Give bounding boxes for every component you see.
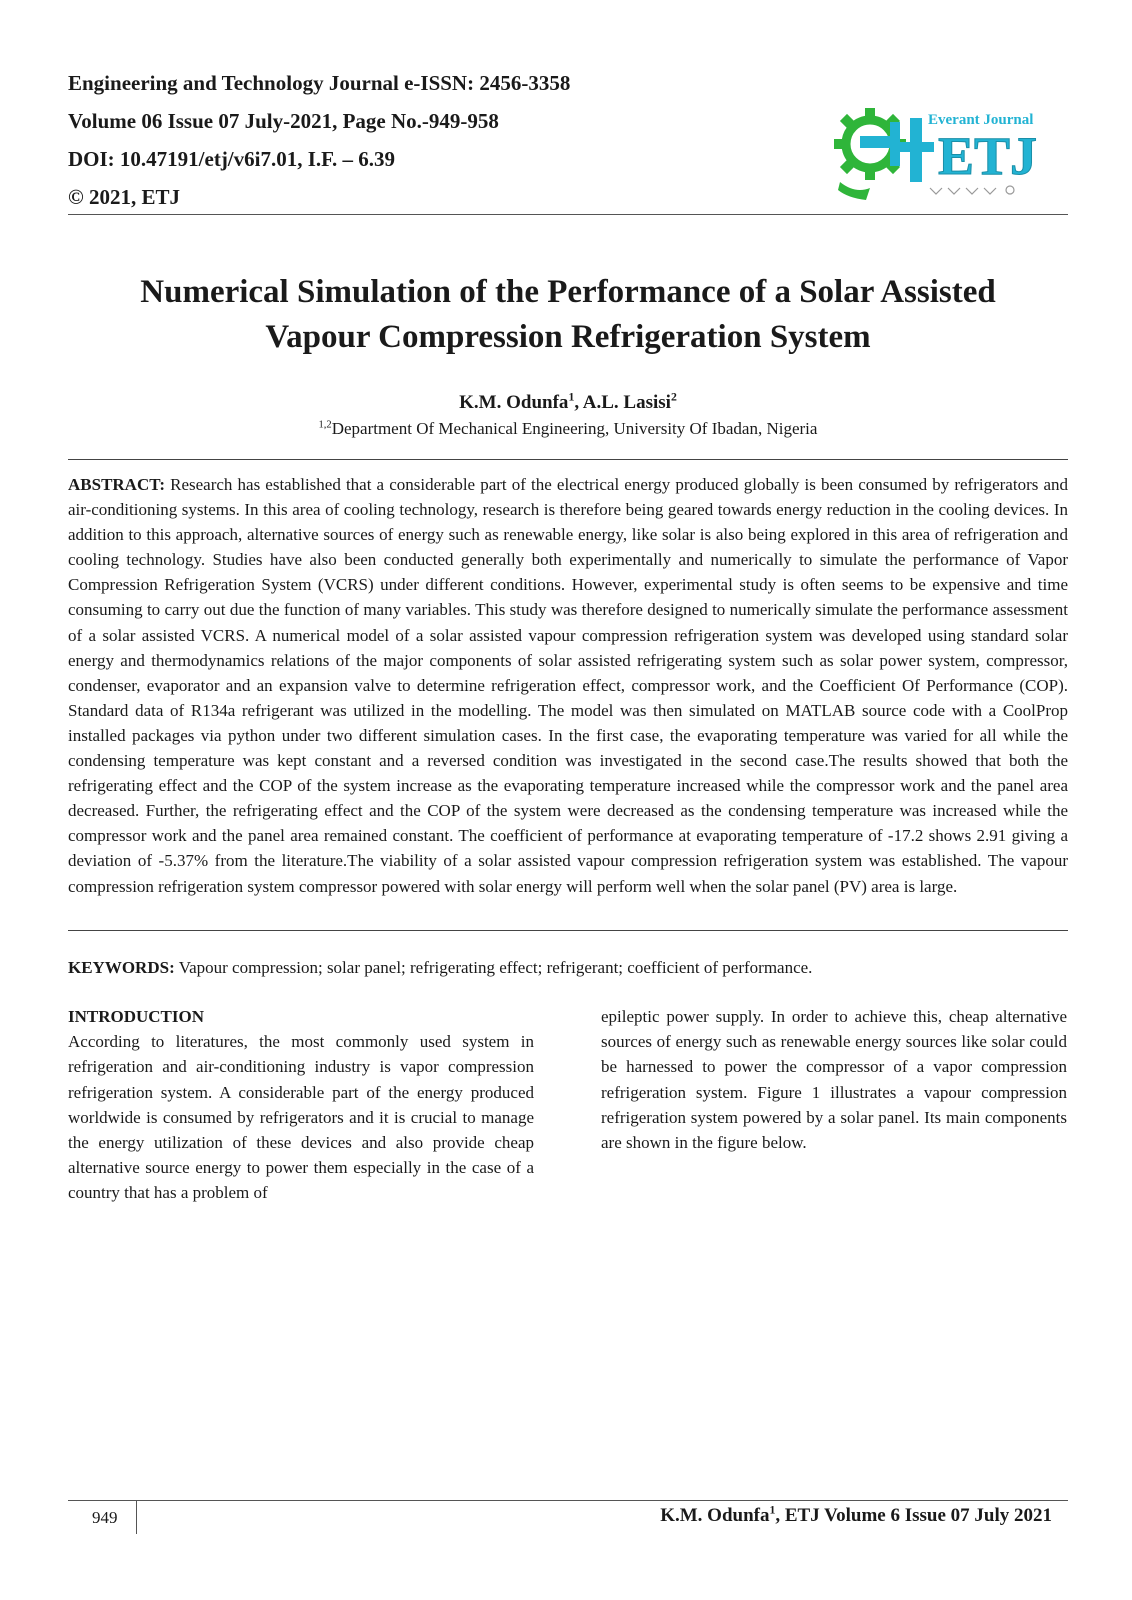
keywords-label: KEYWORDS: bbox=[68, 958, 175, 977]
keywords-text: Vapour compression; solar panel; refrigerating effect; refrigerant; coefficient of performance. bbox=[178, 958, 813, 977]
author-separator: , bbox=[574, 392, 583, 413]
abstract-text: Research has established that a considerable part of the electrical energy produced globally is been consumed by refrigerators and air-conditioning systems. In this area of cooling technology, research is therefore being geared towards energy reduction in the cooling devices. In addition to this approach, alternative sources of energy such as renewable energy, like solar is also being explored in this area of refrigeration and cooling technology. Studies have also been conducted generally both experimentally and numerically to simulate the performance of Vapor Compression Refrigeration System (VCRS) under different conditions. However, experimental study is often seems to be expensive and time consuming to carry out due the function of many variables. This study was therefore designed to numerically simulate the performance assessment of a solar assisted VCRS. A numerical model of a solar assisted vapour compression refrigeration system was developed using standard solar energy and thermodynamics relations of the major components of solar assisted refrigerating system such as solar power system, compressor, condenser, evaporator and an expansion valve to determine refrigeration effect, compressor work, and the Coefficient Of Performance (COP). Standard data of R134a refrigerant was utilized in the modelling. The model was then simulated on MATLAB source code with a CoolProp installed packages via python under two different simulation cases. In the first case, the evaporating temperature was varied for all while the condensing temperature was kept constant and a reversed condition was investigated in the second case.The results showed that both the refrigerating effect and the COP of the system increase as the evaporating temperature increased while the compressor work and the panel area decreased. Further, the refrigerating effect and the COP of the system were decreased as the condensing temperature was increased while the compressor work and the panel area remained constant. The coefficient of performance at evaporating temperature of -17.2 shows 2.91 giving a deviation of -5.37% from the literature.The viability of a solar assisted vapour compression refrigeration system was established. The vapour compression refrigeration system compressor powered with solar energy will perform well when the solar panel (PV) area is large. bbox=[68, 475, 1069, 896]
footer-separator bbox=[136, 1500, 137, 1534]
section-heading-introduction: INTRODUCTION bbox=[68, 1007, 205, 1026]
introduction-paragraph-right: epileptic power supply. In order to achieve this, cheap alternative sources of energy such as renewable energy sources like solar could be harnessed to power the compressor of a vapor compression refrigeration system. Figure 1 illustrates a vapour compression refrigeration system powered by a solar panel. Its main components are shown in the figure below. bbox=[601, 1007, 1067, 1153]
journal-issn-line: Engineering and Technology Journal e-ISSN: 2456-3358 bbox=[68, 71, 571, 95]
author-2-name: A.L. Lasisi bbox=[582, 392, 671, 413]
author-list bbox=[68, 392, 1068, 414]
abstract-top-rule bbox=[68, 459, 1068, 460]
affiliation-text: Department Of Mechanical Engineering, University Of Ibadan, Nigeria bbox=[331, 419, 818, 438]
footer-citation-sup: 1 bbox=[769, 1503, 776, 1517]
keywords bbox=[68, 955, 1068, 980]
author-2-sup: 2 bbox=[670, 390, 677, 404]
footer-divider bbox=[68, 1500, 1068, 1501]
title-line-1: Numerical Simulation of the Performance of a Solar Assisted bbox=[140, 274, 996, 310]
logo-letters: ETJ bbox=[938, 126, 1038, 186]
body-column-left bbox=[68, 1004, 534, 1206]
footer-citation-name: K.M. Odunfa bbox=[660, 1505, 770, 1526]
paper-title bbox=[68, 270, 1068, 360]
doi-line: DOI: 10.47191/etj/v6i7.01, I.F. – 6.39 bbox=[68, 147, 396, 171]
volume-line: Volume 06 Issue 07 July-2021, Page No.-949-958 bbox=[68, 109, 499, 133]
abstract-label: ABSTRACT: bbox=[68, 475, 165, 494]
decoration-icon bbox=[930, 186, 1014, 194]
journal-header bbox=[68, 64, 628, 216]
copyright-line: © 2021, ETJ bbox=[68, 185, 180, 209]
author-1-sup: 1 bbox=[568, 390, 575, 404]
author-1-name: K.M. Odunfa bbox=[459, 392, 569, 413]
introduction-paragraph-left: According to literatures, the most commonly used system in refrigeration and air-conditioning industry is vapor compression refrigeration system. A considerable part of the energy produced worldwide is consumed by refrigerators and it is crucial to manage the energy utilization of these devices and also provide cheap alternative source energy to power them especially in the case of a country that has a problem of bbox=[68, 1032, 534, 1203]
title-line-2: Vapour Compression Refrigeration System bbox=[265, 319, 871, 355]
header-divider bbox=[68, 214, 1068, 215]
page-number: 949 bbox=[92, 1508, 118, 1527]
footer-citation-rest: , ETJ Volume 6 Issue 07 July 2021 bbox=[775, 1505, 1052, 1526]
abstract bbox=[68, 472, 1068, 899]
abstract-bottom-rule bbox=[68, 930, 1068, 931]
body-column-right bbox=[601, 1004, 1067, 1155]
etj-logo bbox=[830, 96, 1040, 206]
affiliation-sup: 1,2 bbox=[318, 419, 332, 431]
logo-tagline: Everant Journal bbox=[928, 112, 1034, 128]
footer-citation bbox=[660, 1505, 1052, 1527]
affiliation bbox=[68, 419, 1068, 439]
